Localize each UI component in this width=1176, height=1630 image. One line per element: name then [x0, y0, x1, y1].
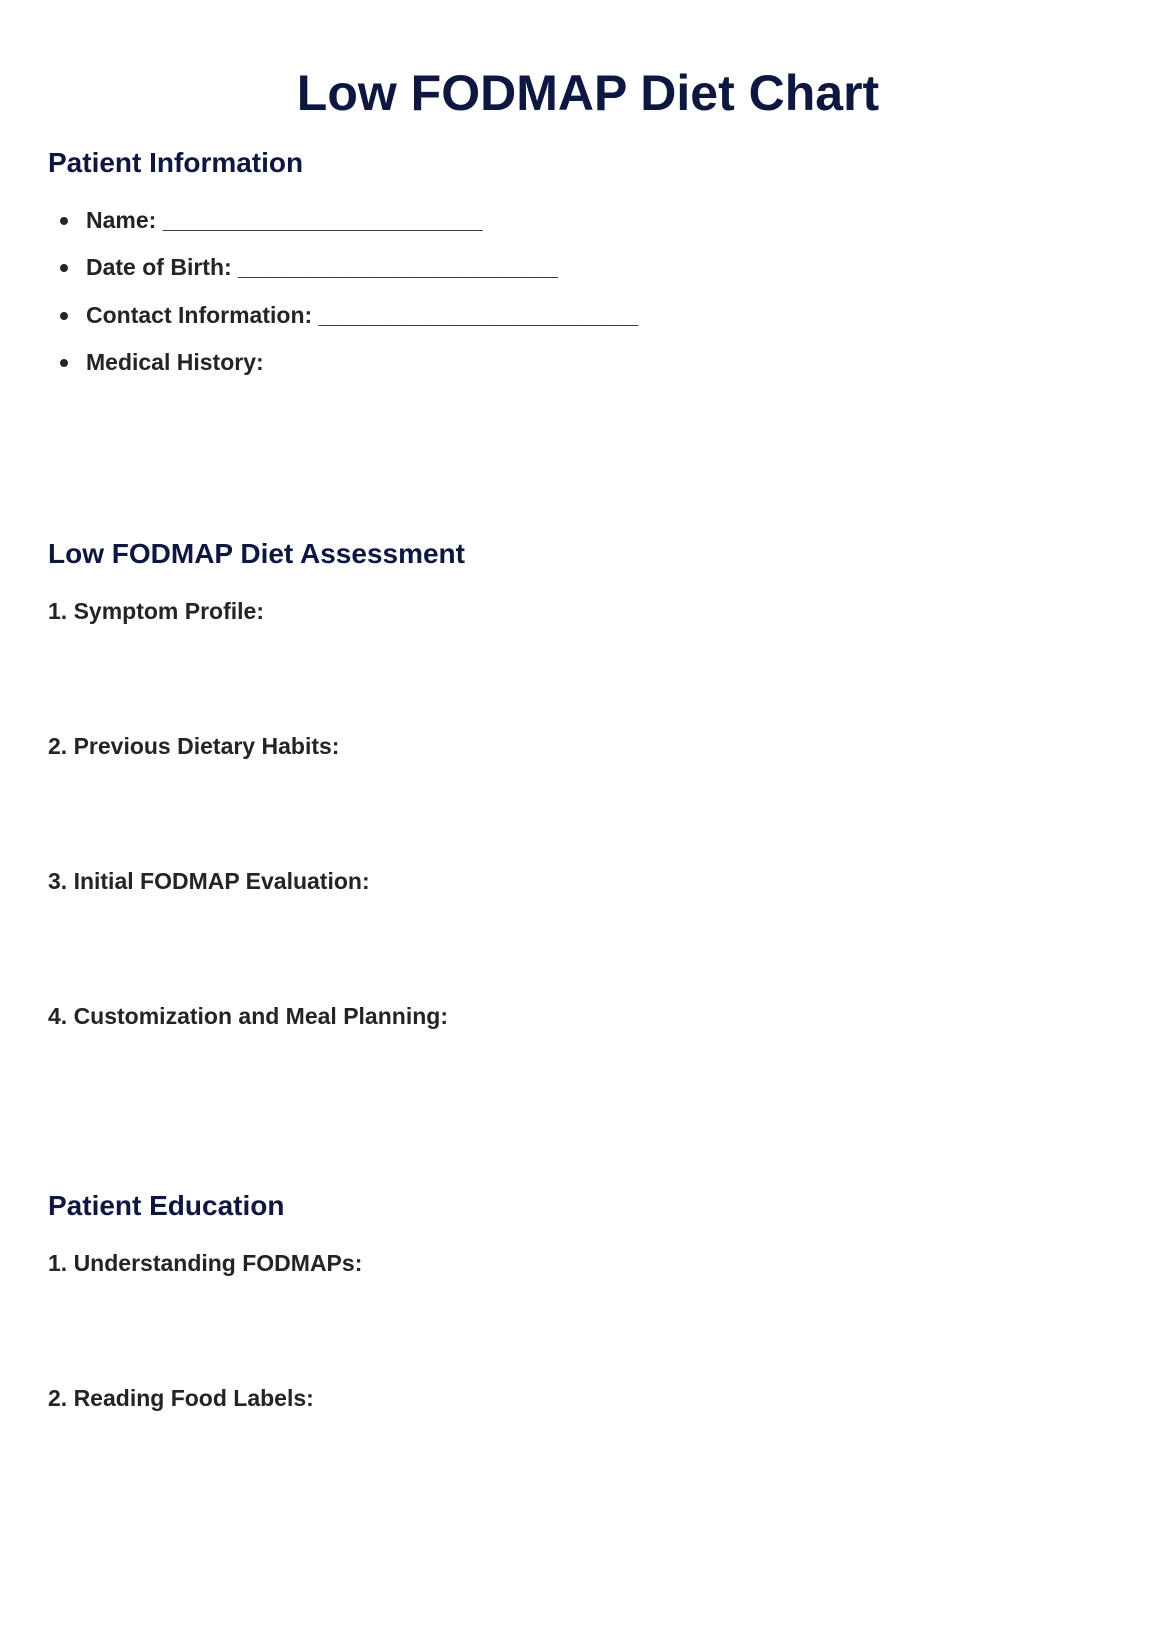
- bullet-icon: [60, 312, 68, 320]
- understanding-fodmaps-label: 1. Understanding FODMAPs:: [48, 1250, 363, 1276]
- date-of-birth-field-label: Date of Birth: _________________________: [86, 254, 558, 281]
- reading-food-labels-label: 2. Reading Food Labels:: [48, 1385, 314, 1411]
- bullet-icon: [60, 359, 68, 367]
- bullet-icon: [60, 217, 68, 225]
- initial-fodmap-evaluation-label: 3. Initial FODMAP Evaluation:: [48, 868, 370, 894]
- page-title: Low FODMAP Diet Chart: [296, 65, 880, 121]
- patient-education-heading: Patient Education: [48, 1190, 285, 1221]
- name-field: [48, 205, 638, 252]
- patient-information-heading: Patient Information: [48, 147, 304, 178]
- medical-history-field: [48, 347, 638, 394]
- name-field-label: Name: _________________________: [86, 207, 483, 233]
- medical-history-field-label: Medical History:: [86, 348, 264, 375]
- customization-meal-planning-label: 4. Customization and Meal Planning:: [48, 1003, 448, 1029]
- date-of-birth-field: [48, 252, 638, 299]
- previous-dietary-habits-label: 2. Previous Dietary Habits:: [48, 733, 340, 759]
- contact-information-field: [48, 300, 638, 347]
- bullet-icon: [60, 264, 68, 272]
- contact-information-field-label: Contact Information: _________________________: [86, 301, 639, 328]
- patient-information-list: [48, 205, 638, 394]
- symptom-profile-label: 1. Symptom Profile:: [48, 598, 264, 624]
- assessment-heading: Low FODMAP Diet Assessment: [48, 538, 465, 569]
